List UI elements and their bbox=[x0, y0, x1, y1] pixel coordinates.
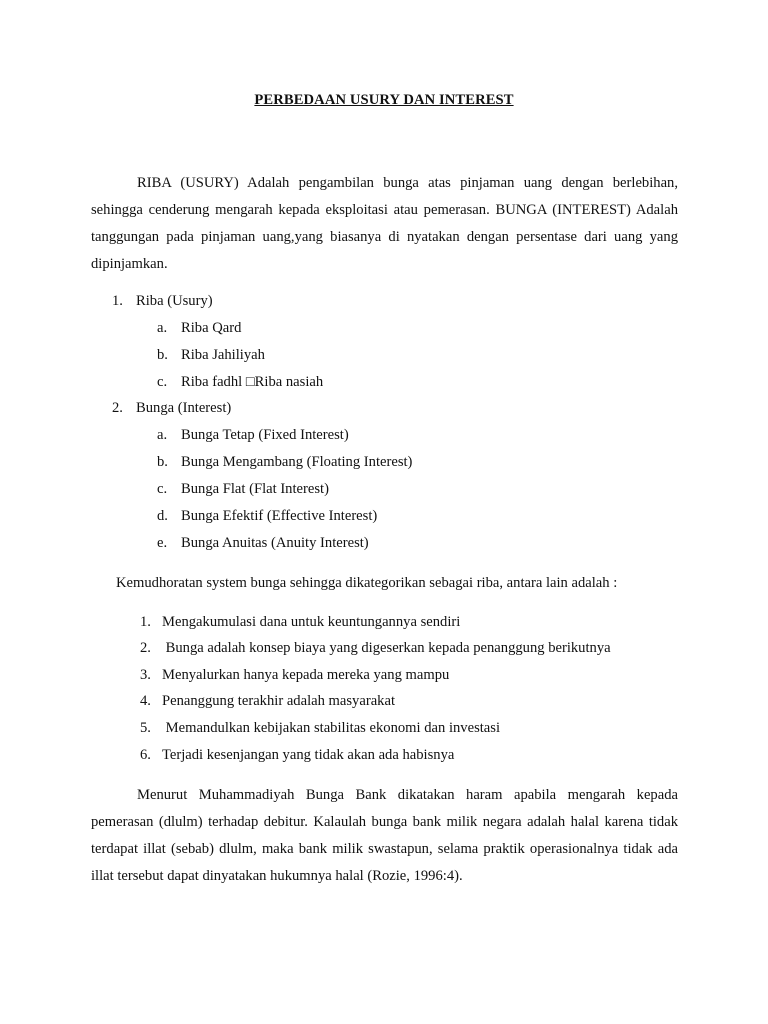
page-title: PERBEDAAN USURY DAN INTEREST bbox=[254, 92, 514, 108]
kemudhoratan-intro: Kemudhoratan system bunga sehingga dikategorikan sebagai riba, antara lain adalah : bbox=[116, 575, 618, 591]
outline-sub-item: Bunga Mengambang (Floating Interest) bbox=[181, 454, 413, 470]
closing-text: Menurut Muhammadiyah Bunga Bank dikatakan haram apabila mengarah kepada pemerasan (dlulm) terhadap debitur. Kalaulah bunga bank milik negara adalah halal karena tidak terdapat illat (sebab) dlulm, maka bank milik swastapun, selama praktik operasionalnya tidak ada illat tersebut dapat dinyatakan hukumnya halal (Rozie, 1996:4). bbox=[91, 787, 678, 884]
list-number: 5. bbox=[140, 720, 151, 736]
outline-item-1 bbox=[112, 292, 123, 310]
outline-sub-letter: c. bbox=[157, 481, 168, 497]
outline-sub-item: Riba fadhl □Riba nasiah bbox=[181, 374, 324, 390]
outline-sub-item: Bunga Anuitas (Anuity Interest) bbox=[181, 535, 369, 551]
outline-sub-letter: a. bbox=[157, 320, 168, 336]
outline-sub-item: Bunga Flat (Flat Interest) bbox=[181, 481, 329, 497]
list-item: Penanggung terakhir adalah masyarakat bbox=[162, 693, 396, 709]
intro-paragraph bbox=[91, 170, 678, 278]
list-item: Mengakumulasi dana untuk keuntungannya sendiri bbox=[162, 614, 461, 630]
outline-label-1: Riba (Usury) bbox=[136, 293, 213, 309]
outline-number: 1. bbox=[112, 293, 123, 309]
outline-sub-letter: d. bbox=[157, 508, 168, 524]
outline-sub-letter: e. bbox=[157, 535, 168, 551]
outline-sub-letter: a. bbox=[157, 427, 168, 443]
list-number: 2. bbox=[140, 640, 151, 656]
list-item: Menyalurkan hanya kepada mereka yang mampu bbox=[162, 667, 450, 683]
closing-paragraph bbox=[91, 782, 678, 890]
list-item: Bunga adalah konsep biaya yang digeserkan kepada penanggung berikutnya bbox=[162, 640, 611, 656]
outline-item-2: 2. bbox=[112, 400, 123, 416]
outline-sub-letter: b. bbox=[157, 347, 168, 363]
outline-sub-item: Bunga Efektif (Effective Interest) bbox=[181, 508, 378, 524]
outline-sub-item: Bunga Tetap (Fixed Interest) bbox=[181, 427, 349, 443]
outline-sub-letter: c. bbox=[157, 374, 168, 390]
outline-sub-item: Riba Qard bbox=[181, 320, 242, 336]
list-number: 1. bbox=[140, 614, 151, 630]
intro-text: RIBA (USURY) Adalah pengambilan bunga atas pinjaman uang dengan berlebihan, sehingga cenderung mengarah kepada eksploitasi atau pemerasan. BUNGA (INTEREST) Adalah tanggungan pada pinjaman uang,yang biasanya di nyatakan dengan persentase dari uang yang dipinjamkan. bbox=[91, 175, 678, 272]
list-number: 3. bbox=[140, 667, 151, 683]
list-item: Memandulkan kebijakan stabilitas ekonomi dan investasi bbox=[162, 720, 501, 736]
list-number: 4. bbox=[140, 693, 151, 709]
list-item: Terjadi kesenjangan yang tidak akan ada habisnya bbox=[162, 747, 455, 763]
outline-label-2: Bunga (Interest) bbox=[136, 400, 232, 416]
outline-sub-letter: b. bbox=[157, 454, 168, 470]
list-number: 6. bbox=[140, 747, 151, 763]
outline-sub-item: Riba Jahiliyah bbox=[181, 347, 265, 363]
